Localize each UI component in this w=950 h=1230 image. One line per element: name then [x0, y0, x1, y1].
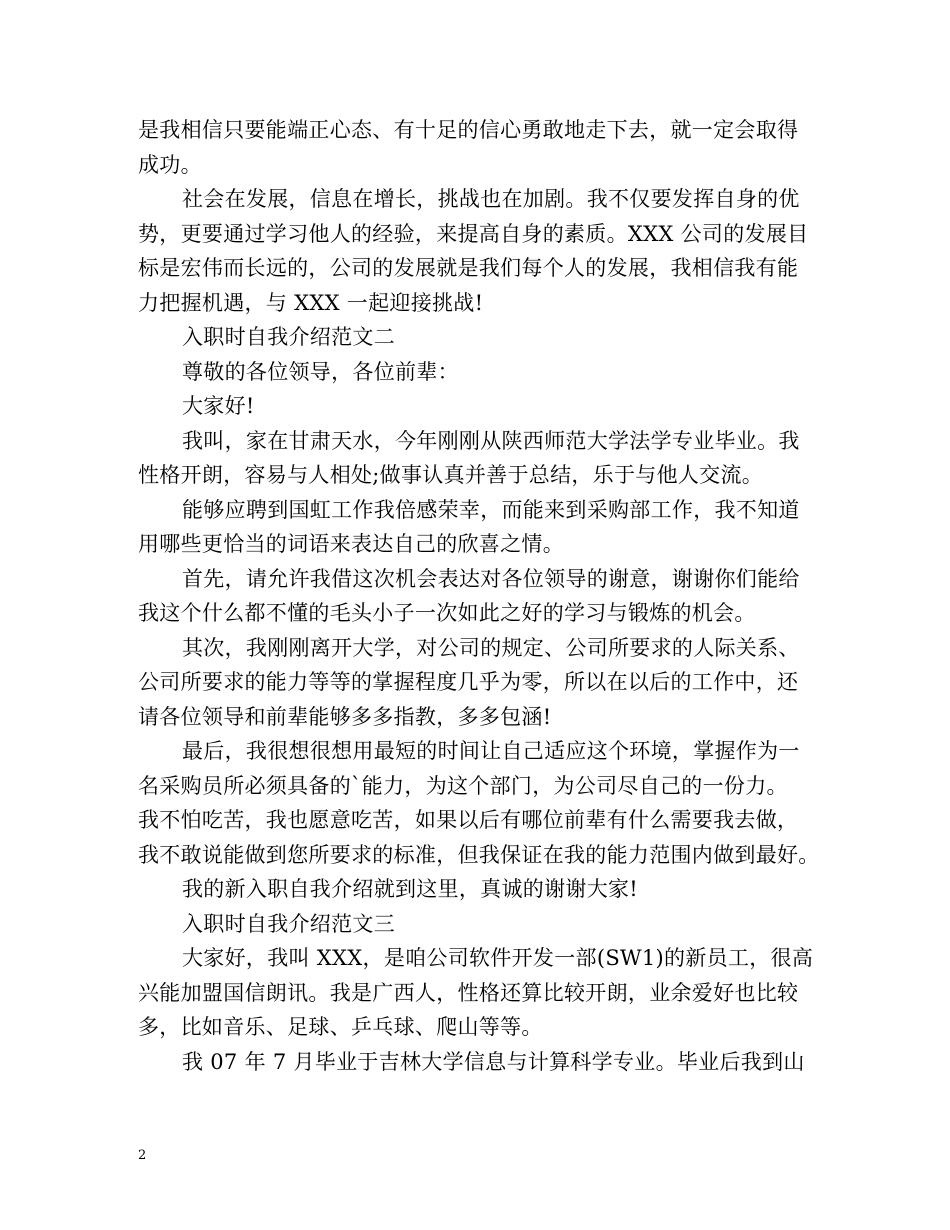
- text-line: 成功。: [138, 152, 202, 177]
- text-line: 公司所要求的能力等等的掌握程度几乎为零，所以在以后的工作中，还: [138, 670, 799, 694]
- text-line: 多，比如音乐、足球、乒乓球、爬山等等。: [138, 1015, 543, 1039]
- text-line: 大家好!: [182, 394, 255, 418]
- text-line: 力把握机遇，与 XXX 一起迎接挑战!: [138, 290, 484, 315]
- text-line: 我不敢说能做到您所要求的标准，但我保证在我的能力范围内做到最好。: [138, 842, 820, 867]
- body-text: [138, 113, 828, 1079]
- text-line: 社会在发展，信息在增长，挑战也在加剧。我不仅要发挥自身的优: [182, 187, 800, 211]
- text-line: 入职时自我介绍范文三: [182, 911, 395, 936]
- text-line: 我不怕吃苦，我也愿意吃苦，如果以后有哪位前辈有什么需要我去做，: [138, 808, 799, 832]
- text-line: 尊敬的各位领导，各位前辈：: [182, 359, 459, 384]
- text-line: 我这个什么都不懂的毛头小子一次如此之好的学习与锻炼的机会。: [138, 601, 756, 625]
- text-line: 最后，我很想很想用最短的时间让自己适应这个环境，掌握作为一: [182, 739, 800, 763]
- text-line: 是我相信只要能端正心态、有十足的信心勇敢地走下去，就一定会取得: [138, 118, 799, 142]
- text-line: 请各位领导和前辈能够多多指教，多多包涵!: [138, 704, 552, 729]
- text-line: 兴能加盟国信朗讯。我是广西人，性格还算比较开朗，业余爱好也比较: [138, 980, 799, 1005]
- text-line: 我叫，家在甘肃天水，今年刚刚从陕西师范大学法学专业毕业。我: [182, 428, 800, 453]
- text-line: 我的新入职自我介绍就到这里，真诚的谢谢大家!: [182, 877, 639, 901]
- text-line: 首先，请允许我借这次机会表达对各位领导的谢意，谢谢你们能给: [182, 566, 800, 591]
- text-line: 能够应聘到国虹工作我倍感荣幸，而能来到采购部工作，我不知道: [182, 497, 800, 522]
- text-line: 大家好，我叫 XXX，是咱公司软件开发一部(SW1)的新员工，很高: [182, 946, 814, 970]
- page-number: 2: [138, 1148, 147, 1163]
- text-line: 入职时自我介绍范文二: [182, 325, 395, 349]
- text-line: 性格开朗，容易与人相处;做事认真并善于总结，乐于与他人交流。: [138, 463, 764, 487]
- text-line: 其次，我刚刚离开大学，对公司的规定、公司所要求的人际关系、: [182, 635, 800, 660]
- text-line: 用哪些更恰当的词语来表达自己的欣喜之情。: [138, 532, 564, 556]
- text-line: 标是宏伟而长远的，公司的发展就是我们每个人的发展，我相信我有能: [138, 256, 799, 280]
- text-line: 势，更要通过学习他人的经验，来提高自身的素质。XXX 公司的发展目: [138, 221, 809, 246]
- text-line: 名采购员所必须具备的`能力，为这个部门，为公司尽自己的一份力。: [138, 773, 788, 798]
- text-line: 我 07 年 7 月毕业于吉林大学信息与计算科学专业。毕业后我到山: [182, 1049, 805, 1074]
